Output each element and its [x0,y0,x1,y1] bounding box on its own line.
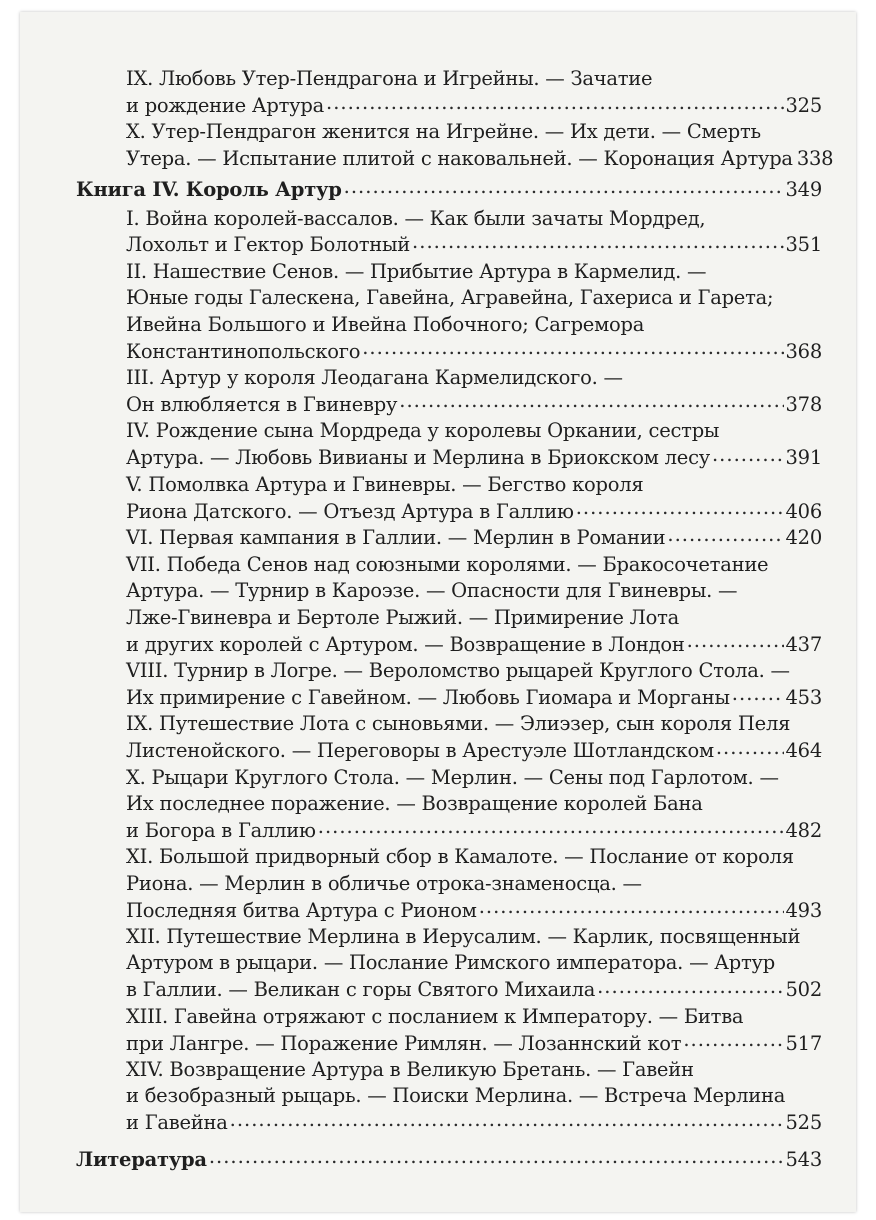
toc-entry-text: X. Утер-Пендрагон женится на Игрейне. — Их дети. — Смерть [126,120,761,144]
page-number: 437 [785,632,822,656]
toc-entry-text: III. Артур у короля Леодагана Кармелидского. — [126,365,623,389]
toc-entry-last-line [126,738,822,765]
page-number: 378 [785,392,822,416]
toc-entry-last-line [126,684,822,711]
dot-leader [362,338,783,358]
page-number: 338 [796,147,834,171]
toc-entry-text: Листенойского. — Переговоры в Арестуэле Шотландском [126,739,714,763]
toc-entry-last-line [76,1147,822,1174]
dot-leader [716,738,784,758]
toc-chapter-entry [76,472,822,525]
page-number: 325 [785,93,822,117]
toc-entry-last-line [126,498,822,525]
toc-entry-text: Риона. — Мерлин в обличье отрока-знаменосца. — [126,871,642,895]
toc-entry-text: Риона Датского. — Отъезд Артура в Галлию [126,499,574,523]
toc-entry-text: IX. Любовь Утер-Пендрагона и Игрейны. — Зачатие [126,67,653,90]
toc-entry-text: Он влюбляется в Гвиневру [126,392,398,416]
dot-leader [576,498,784,518]
dot-leader [344,177,784,197]
toc-chapter-entry [76,259,822,365]
toc-chapter-entry [76,66,822,119]
toc-entry-text: и Гавейна [126,1111,228,1135]
toc-entry-text: и Богора в Галлию [126,818,316,842]
toc-entry-last-line [126,232,822,259]
toc-chapter-entry [76,119,834,172]
toc-entry-text: и рождение Артура [126,93,325,117]
toc-entry-text: IX. Путешествие Лота с сыновьями. — Элиэзер, сын короля Пеля [126,712,791,736]
toc-entry-text: XIII. Гавейна отряжают с посланием к Императору. — Битва [126,1004,744,1028]
toc-entry-text: VI. Первая кампания в Галлии. — Мерлин в Романии [126,526,666,550]
toc-entry-text: Артура. — Турнир в Кароэзе. — Опасности для Гвиневры. — [126,579,738,603]
toc-entry-text: Их последнее поражение. — Возвращение королей Бана [126,791,703,815]
dot-leader [412,232,783,252]
toc-book-entry [76,1147,822,1174]
toc-entry-last-line [76,177,822,204]
toc-chapter-entry [76,206,822,259]
dot-leader [732,684,784,704]
toc-chapter-entry [76,552,822,658]
page-number: 420 [785,526,822,550]
dot-leader [230,1110,784,1130]
toc-entry-text: и других королей с Артуром. — Возвращение в Лондон [126,632,685,656]
dot-leader [209,1147,784,1167]
toc-entry-last-line [126,338,822,365]
toc-entry-text: Их примирение с Гавейном. — Любовь Гиомара и Морганы [126,685,730,709]
toc-chapter-entry [76,844,822,924]
toc-entry-last-line [126,817,822,844]
toc-entry-last-line [126,92,822,119]
dot-leader [399,391,783,411]
toc-entry-text: II. Нашествие Сенов. — Прибытие Артура в Кармелид. — [126,259,707,283]
table-of-contents [76,66,834,1176]
book-page [20,12,856,1212]
toc-entry-last-line [126,391,822,418]
dot-leader [712,445,784,465]
toc-chapter-entry [76,1004,822,1057]
toc-entry-text: и безобразный рыцарь. — Поиски Мерлина. — Встреча Мерлина [126,1084,786,1108]
toc-entry-text: IV. Рождение сына Мордреда у королевы Оркании, сестры [126,419,720,443]
toc-entry-text: XI. Большой придворный сбор в Камалоте. — Послание от короля [126,845,794,869]
toc-entry-text: Утера. — Испытание плитой с наковальней. — Коронация Артура [126,147,793,171]
toc-entry-text: при Лангре. — Поражение Римлян. — Лозаннский кот [126,1031,682,1055]
page-number: 502 [785,978,822,1002]
toc-entry-last-line [126,146,834,173]
toc-entry-text: Книга IV. Король Артур [76,178,342,202]
toc-chapter-entry [76,418,822,471]
dot-leader [326,92,784,112]
page-number: 464 [785,739,822,763]
page-number: 453 [785,685,822,709]
toc-entry-text: X. Рыцари Круглого Стола. — Мерлин. — Сены под Гарлотом. — [126,765,779,789]
toc-entry-last-line [126,525,822,552]
toc-entry-text: Литература [76,1148,207,1172]
page-number: 368 [785,339,822,363]
page-number: 525 [785,1111,822,1135]
toc-entry-last-line [126,1030,822,1057]
toc-entry-text: Последняя битва Артура с Рионом [126,898,477,922]
page-number: 349 [785,178,822,202]
toc-entry-last-line [126,631,822,658]
toc-entry-text: VII. Победа Сенов над союзными королями. — Бракосочетание [126,552,769,576]
dot-leader [318,817,784,837]
page-number: 517 [785,1031,822,1055]
page-number: 391 [785,446,822,470]
toc-chapter-entry [76,1057,822,1137]
dot-leader [597,977,783,997]
page-number: 482 [785,818,822,842]
page-number: 351 [785,233,822,257]
toc-entry-text: V. Помолвка Артура и Гвиневры. — Бегство короля [126,472,644,496]
toc-entry-last-line [126,1110,822,1137]
toc-entry-text: Артуром в рыцари. — Послание Римского императора. — Артур [126,951,776,975]
page-number: 406 [785,499,822,523]
toc-chapter-entry [76,658,822,711]
dot-leader [479,897,784,917]
toc-book-entry [76,177,822,204]
toc-entry-last-line [126,445,822,472]
toc-chapter-entry [76,525,822,552]
toc-entry-text: Ивейна Большого и Ивейна Побочного; Сагремора [126,312,645,336]
toc-entry-text: I. Война королей-вассалов. — Как были зачаты Мордред, [126,206,706,230]
toc-entry-text: Юные годы Галескена, Гавейна, Агравейна, Гахериса и Гарета; [126,286,774,310]
toc-entry-text: Константинопольского [126,339,361,363]
toc-chapter-entry [76,711,822,764]
toc-entry-text: Лже-Гвиневра и Бертоле Рыжий. — Примирение Лота [126,605,679,629]
toc-entry-text: XIV. Возвращение Артура в Великую Бретань. — Гавейн [126,1058,694,1082]
toc-entry-text: в Галлии. — Великан с горы Святого Михаила [126,978,596,1002]
dot-leader [687,631,784,651]
toc-entry-last-line [126,977,822,1004]
toc-chapter-entry [76,765,822,845]
toc-entry-text: XII. Путешествие Мерлина в Иерусалим. — Карлик, посвященный [126,925,801,948]
toc-chapter-entry [76,924,822,1004]
toc-entry-text: Лохольт и Гектор Болотный [126,233,411,257]
toc-entry-text: VIII. Турнир в Логре. — Вероломство рыцарей Круглого Стола. — [126,658,790,682]
dot-leader [667,525,783,545]
toc-entry-text: Артура. — Любовь Вивианы и Мерлина в Бриокском лесу [126,446,710,470]
page-number: 543 [785,1148,822,1172]
toc-entry-last-line [126,897,822,924]
page-number: 493 [785,898,822,922]
dot-leader [683,1030,783,1050]
toc-chapter-entry [76,365,822,418]
